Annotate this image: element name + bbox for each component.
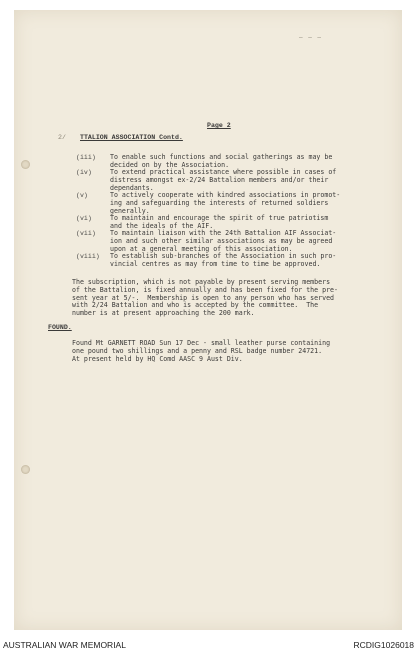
item-number: (vii) bbox=[76, 230, 96, 237]
item-number: (iv) bbox=[76, 169, 92, 176]
punch-hole bbox=[21, 465, 30, 474]
found-paragraph: Found Mt GARNETT ROAD Sun 17 Dec - small leather purse containing one pound two shillings and a penny and RSL badge number 24721. At present held by HQ Comd AASC 9 Aust Div. bbox=[72, 339, 331, 363]
item-number: (vi) bbox=[76, 215, 92, 222]
corner-mark: — — — bbox=[299, 34, 323, 41]
item-text: To enable such functions and social gatherings as may be decided on by the Association. bbox=[110, 153, 333, 169]
footer-institution: AUSTRALIAN WAR MEMORIAL bbox=[3, 640, 126, 650]
archive-footer bbox=[0, 636, 417, 654]
margin-mark: 2/ bbox=[58, 134, 66, 141]
page-label: Page 2 bbox=[207, 122, 231, 129]
item-text: To establish sub-branches of the Association in such pro- vincial centres as may from time to time be approved. bbox=[110, 252, 337, 268]
item-number: (iii) bbox=[76, 154, 96, 161]
found-heading: FOUND. bbox=[48, 324, 72, 331]
item-text: To maintain liaison with the 24th Battalion AIF Associat- ion and such other similar associations as may be agreed upon at a general meeting of this association. bbox=[110, 229, 337, 253]
subscription-paragraph: The subscription, which is not payable by present serving members of the Battalion, is fixed annually and has been fixed for the pre- sent year at 5/-. Membership is open to any person who has served with 2/24 Battalion and who is accepted by the committee. The number is at present approaching the 200 mark. bbox=[72, 278, 338, 318]
item-text: To extend practical assistance where possible in cases of distress amongst ex-2/24 Battalion members and/or their dependants. bbox=[110, 168, 337, 192]
section-heading: TTALION ASSOCIATION Contd. bbox=[80, 134, 183, 141]
item-number: (v) bbox=[76, 192, 88, 199]
footer-record-id: RCDIG1026018 bbox=[353, 640, 414, 650]
item-text: To actively cooperate with kindred associations in promot- ing and safeguarding the interests of returned soldiers generally. bbox=[110, 191, 341, 215]
item-text: To maintain and encourage the spirit of true patriotism and the ideals of the AIF. bbox=[110, 214, 329, 230]
document-page bbox=[14, 10, 402, 630]
item-number: (viii) bbox=[76, 253, 100, 260]
